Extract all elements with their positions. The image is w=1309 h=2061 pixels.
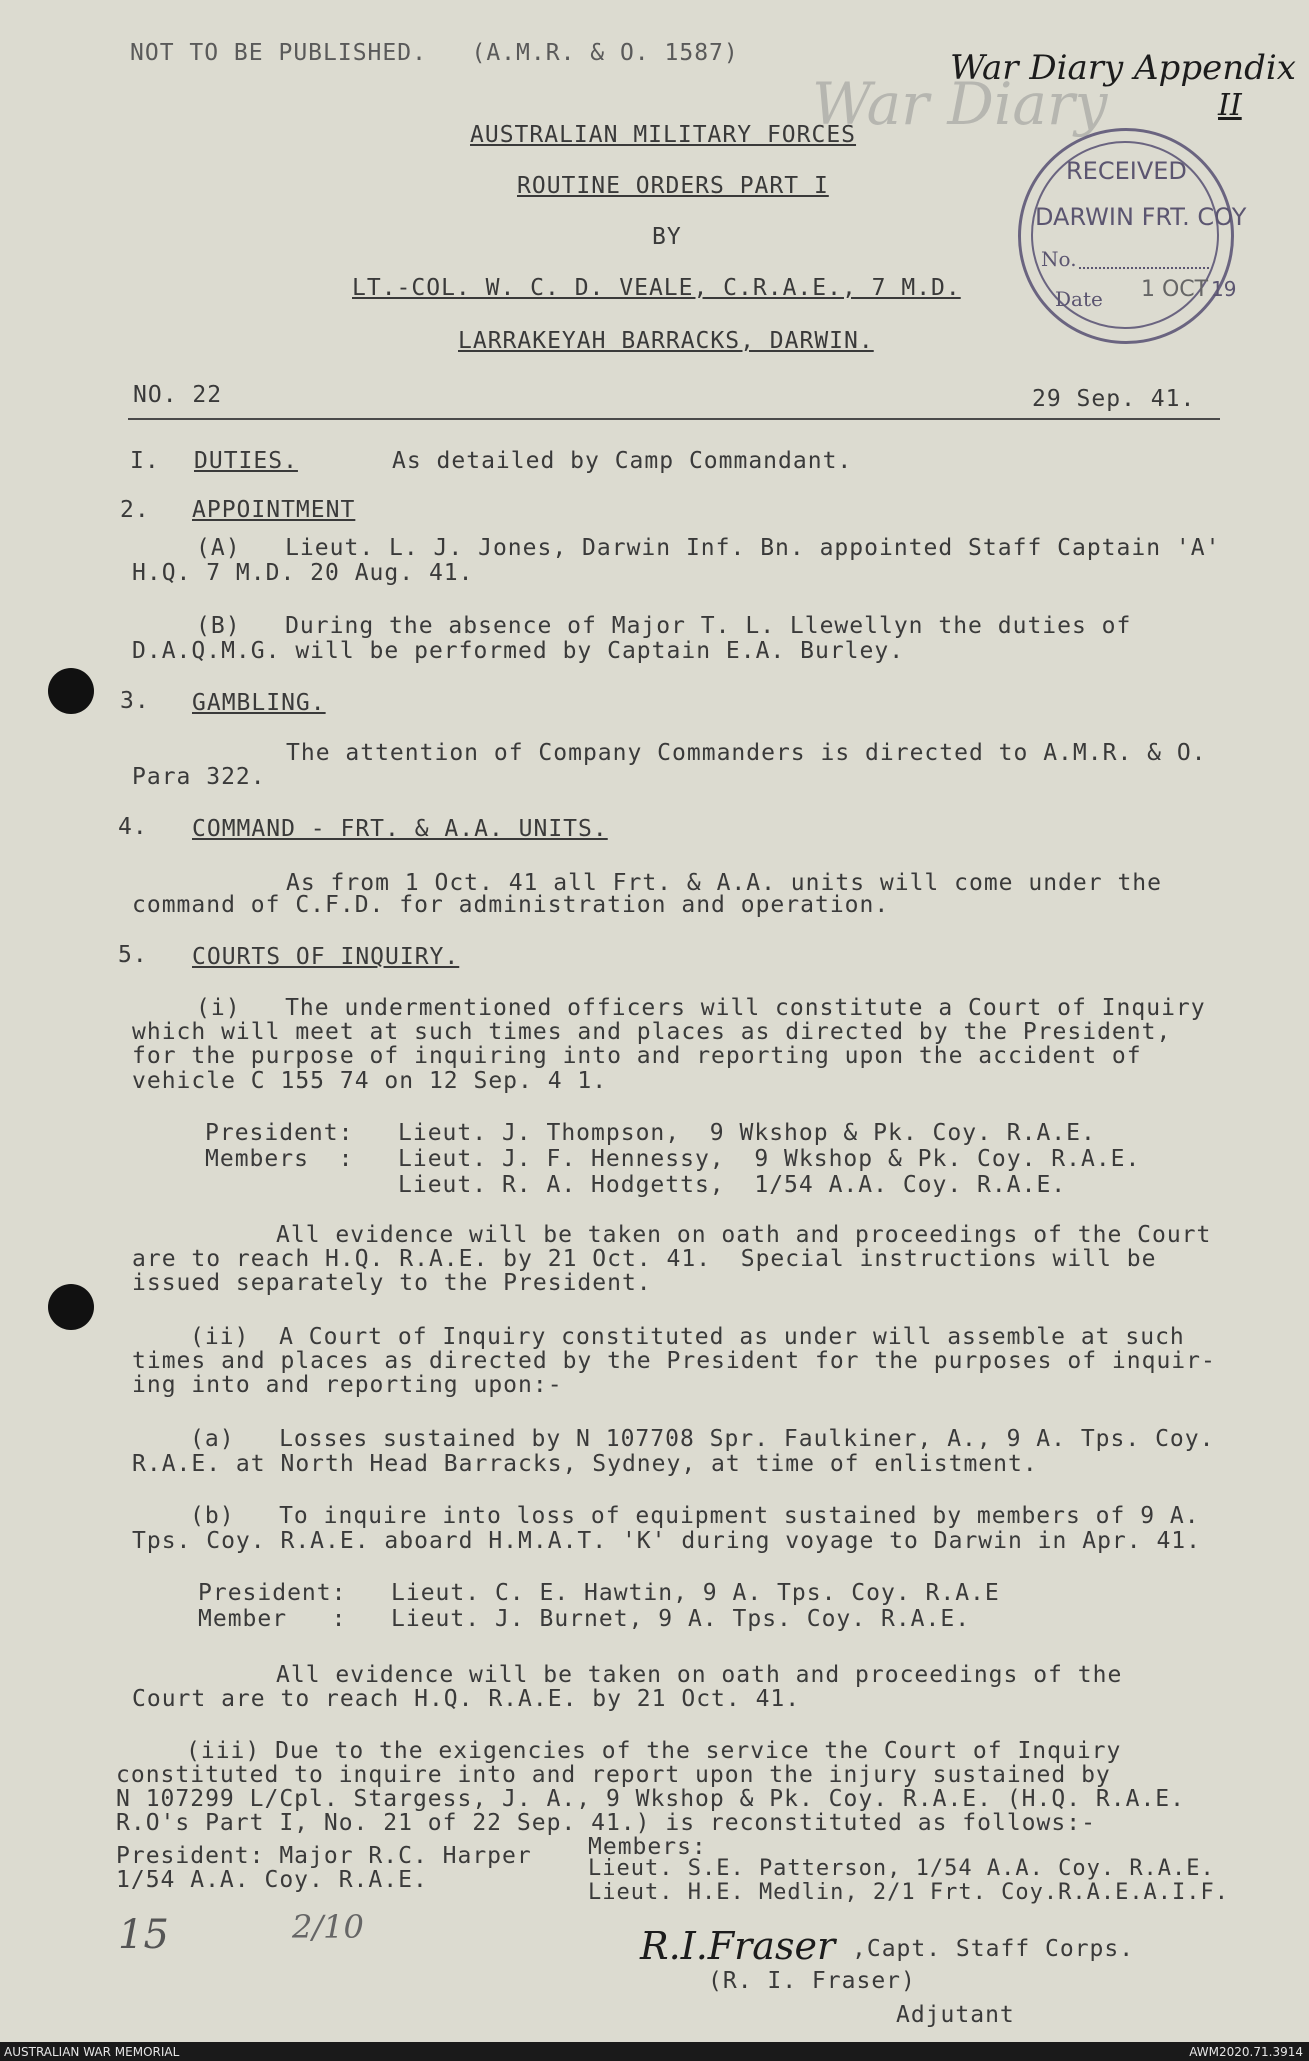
para-text: As from 1 Oct. 41 all Frt. & A.A. units will come under the (286, 870, 1162, 896)
para-text: which will meet at such times and places as directed by the President, (132, 1019, 1172, 1045)
para-number: 3. (120, 688, 150, 714)
para-text: All evidence will be taken on oath and proceedings of the Court (276, 1222, 1212, 1248)
adjutant-signature: R.I.Fraser (640, 1924, 836, 1968)
para-number: 4. (118, 814, 148, 840)
footer-institution: AUSTRALIAN WAR MEMORIAL (4, 2045, 180, 2059)
para-text: vehicle C 155 74 on 12 Sep. 4 1. (132, 1068, 608, 1094)
top-reference: NOT TO BE PUBLISHED. (A.M.R. & O. 1587) (130, 40, 739, 66)
faint-stamp-text: War Diary (812, 70, 1108, 138)
para-text: issued separately to the President. (132, 1270, 652, 1296)
para-text: Court are to reach H.Q. R.A.E. by 21 Oct. 41. (132, 1686, 801, 1712)
para-text: constituted to inquire into and report upon the injury sustained by (116, 1762, 1111, 1788)
court-member: Lieut. H.E. Medlin, 2/1 Frt. Coy.R.A.E.A.I.F. (588, 1880, 1230, 1905)
signature-name: (R. I. Fraser) (708, 1968, 916, 1994)
para-heading: APPOINTMENT (192, 497, 356, 523)
para-text: N 107299 L/Cpl. Stargess, J. A., 9 Wkshop & Pk. Coy. R.A.E. (H.Q. R.A.E. (116, 1786, 1185, 1812)
orders-heading: ROUTINE ORDERS PART I (517, 173, 829, 199)
para-text: (B) During the absence of Major T. L. Llewellyn the duties of (196, 613, 1132, 639)
header-rule (128, 418, 1220, 420)
para-text: (b) To inquire into loss of equipment sustained by members of 9 A. (190, 1503, 1200, 1529)
court-member: Member : Lieut. J. Burnet, 9 A. Tps. Coy. R.A.E. (198, 1606, 971, 1632)
margin-date-mark: 2/10 (292, 1908, 364, 1946)
received-stamp (1018, 128, 1247, 344)
punch-hole (48, 668, 94, 714)
margin-initials: 15 (118, 1912, 169, 1958)
para-heading: COURTS OF INQUIRY. (192, 944, 460, 970)
para-heading: GAMBLING. (192, 690, 326, 716)
para-text: R.A.E. at North Head Barracks, Sydney, at time of enlistment. (132, 1451, 1038, 1477)
order-number: NO. 22 (133, 382, 223, 408)
court-president: President: Lieut. C. E. Hawtin, 9 A. Tps. Coy. R.A.E (198, 1580, 1000, 1606)
stamp-year: 19 (1211, 277, 1237, 301)
court-president: President: Lieut. J. Thompson, 9 Wkshop & Pk. Coy. R.A.E. (205, 1120, 1096, 1146)
punch-hole (48, 1284, 94, 1330)
by-heading: BY (652, 224, 682, 250)
para-text: are to reach H.Q. R.A.E. by 21 Oct. 41. Special instructions will be (132, 1246, 1157, 1272)
court-member: Lieut. S.E. Patterson, 1/54 A.A. Coy. R.A.E. (588, 1856, 1215, 1881)
location-heading: LARRAKEYAH BARRACKS, DARWIN. (458, 328, 874, 354)
force-heading: AUSTRALIAN MILITARY FORCES (470, 122, 857, 148)
handwritten-title: War Diary Appendix (950, 48, 1296, 88)
para-heading: COMMAND - FRT. & A.A. UNITS. (192, 816, 608, 842)
para-heading: DUTIES. (194, 448, 298, 474)
para-text: Para 322. (132, 764, 266, 790)
para-text: H.Q. 7 M.D. 20 Aug. 41. (132, 560, 474, 586)
order-date: 29 Sep. 41. (1032, 386, 1196, 412)
court-member: Lieut. R. A. Hodgetts, 1/54 A.A. Coy. R.A.E. (205, 1172, 1067, 1198)
para-text: (iii) Due to the exigencies of the service the Court of Inquiry (186, 1738, 1122, 1764)
para-text: ing into and reporting upon:- (132, 1372, 563, 1398)
court-member: Members : Lieut. J. F. Hennessy, 9 Wkshop & Pk. Coy. R.A.E. (205, 1146, 1141, 1172)
para-text: All evidence will be taken on oath and proceedings of the (276, 1662, 1123, 1688)
stamp-date-label: Date (1055, 287, 1103, 311)
footer-accession: AWM2020.71.3914 (1189, 2045, 1303, 2059)
para-text: D.A.Q.M.G. will be performed by Captain E.A. Burley. (132, 638, 905, 664)
para-text: R.O's Part I, No. 21 of 22 Sep. 41.) is reconstituted as follows:- (116, 1810, 1096, 1836)
para-text: Tps. Coy. R.A.E. aboard H.M.A.T. 'K' during voyage to Darwin in Apr. 41. (132, 1528, 1201, 1554)
para-text: command of C.F.D. for administration and operation. (132, 892, 890, 918)
para-number: 2. (120, 497, 150, 523)
court-members-label: Members: (588, 1834, 707, 1860)
signature-rank: ,Capt. Staff Corps. (852, 1936, 1135, 1962)
stamp-no-label: No. (1041, 247, 1077, 271)
para-text: (i) The undermentioned officers will constitute a Court of Inquiry (196, 995, 1206, 1021)
para-number: I. (130, 448, 160, 474)
signature-role: Adjutant (896, 2002, 1015, 2028)
para-text: As detailed by Camp Commandant. (392, 448, 853, 474)
commander-heading: LT.-COL. W. C. D. VEALE, C.R.A.E., 7 M.D. (352, 275, 961, 301)
para-text: The attention of Company Commanders is directed to A.M.R. & O. (286, 740, 1207, 766)
stamp-date-value: 1 OCT (1141, 277, 1209, 302)
court-president: President: Major R.C. Harper (116, 1843, 532, 1869)
para-text: (A) Lieut. L. J. Jones, Darwin Inf. Bn. appointed Staff Captain 'A' (196, 535, 1221, 561)
stamp-received: RECEIVED (1066, 157, 1187, 185)
para-text: (ii) A Court of Inquiry constituted as under will assemble at such (190, 1324, 1185, 1350)
handwritten-number: II (1218, 88, 1242, 123)
para-number: 5. (118, 942, 148, 968)
court-president-unit: 1/54 A.A. Coy. R.A.E. (116, 1867, 428, 1893)
para-text: times and places as directed by the President for the purposes of inquir- (132, 1348, 1216, 1374)
stamp-unit: DARWIN FRT. COY (1035, 203, 1247, 231)
para-text: for the purpose of inquiring into and reporting upon the accident of (132, 1043, 1142, 1069)
para-text: (a) Losses sustained by N 107708 Spr. Faulkiner, A., 9 A. Tps. Coy. (190, 1426, 1215, 1452)
